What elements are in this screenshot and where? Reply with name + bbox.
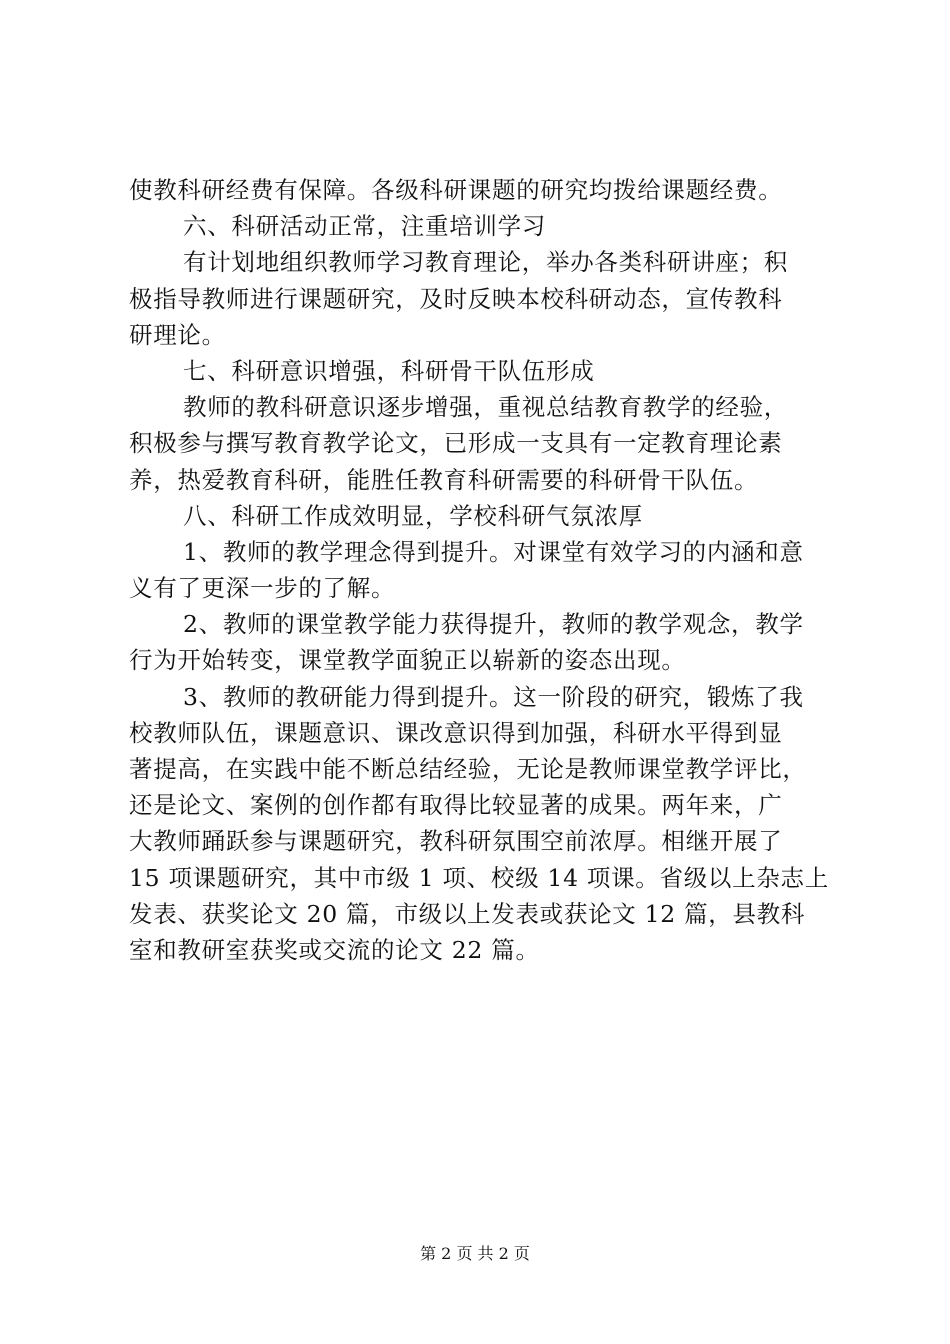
list-item-2-cont: 行为开始转变，课堂教学面貌正以崭新的姿态出现。 <box>129 646 686 675</box>
list-item-1: 1、教师的教学理念得到提升。对课堂有效学习的内涵和意 <box>183 537 804 566</box>
list-item-3-cont: 著提高，在实践中能不断总结经验，无论是教师课堂教学评比， <box>129 755 807 783</box>
paragraph-line: 教师的教科研意识逐步增强，重视总结教育教学的经验， <box>183 393 788 422</box>
section-heading-8: 八、科研工作成效明显，学校科研气氛浓厚 <box>183 501 643 530</box>
section-heading-7: 七、科研意识增强，科研骨干队伍形成 <box>183 356 595 385</box>
page-number-footer: 第 2 页 共 2 页 <box>420 1244 530 1263</box>
list-item-3: 3、教师的教研能力得到提升。这一阶段的研究，锻炼了我 <box>183 682 804 711</box>
list-item-3-cont: 室和教研室获奖或交流的论文 22 篇。 <box>129 935 540 964</box>
list-item-3-cont: 大教师踊跃参与课题研究，教科研氛围空前浓厚。相继开展了 <box>129 827 783 856</box>
list-item-3-cont: 发表、获奖论文 20 篇，市级以上发表或获论文 12 篇，县教科 <box>129 899 806 928</box>
list-item-2: 2、教师的课堂教学能力获得提升，教师的教学观念，教学 <box>183 610 804 639</box>
list-item-3-cont: 还是论文、案例的创作都有取得比较显著的成果。两年来，广 <box>129 791 783 820</box>
document-body <box>129 172 835 968</box>
body-line: 使教科研经费有保障。各级科研课题的研究均拨给课题经费。 <box>129 176 783 204</box>
paragraph-line: 研理论。 <box>129 320 226 349</box>
list-item-1-cont: 义有了更深一步的了解。 <box>129 574 396 603</box>
paragraph-line: 养，热爱教育科研，能胜任教育科研需要的科研骨干队伍。 <box>129 465 759 494</box>
paragraph-line: 积极参与撰写教育教学论文，已形成一支具有一定教育理论素 <box>129 429 783 458</box>
list-item-3-cont: 校教师队伍，课题意识、课改意识得到加强，科研水平得到显 <box>129 718 783 747</box>
list-item-3-cont: 15 项课题研究，其中市级 1 项、校级 14 项课。省级以上杂志上 <box>129 863 829 892</box>
paragraph-line: 有计划地组织教师学习教育理论，举办各类科研讲座；积 <box>183 248 788 277</box>
section-heading-6: 六、科研活动正常，注重培训学习 <box>183 212 546 241</box>
paragraph-line: 极指导教师进行课题研究，及时反映本校科研动态，宣传教科 <box>129 284 783 313</box>
